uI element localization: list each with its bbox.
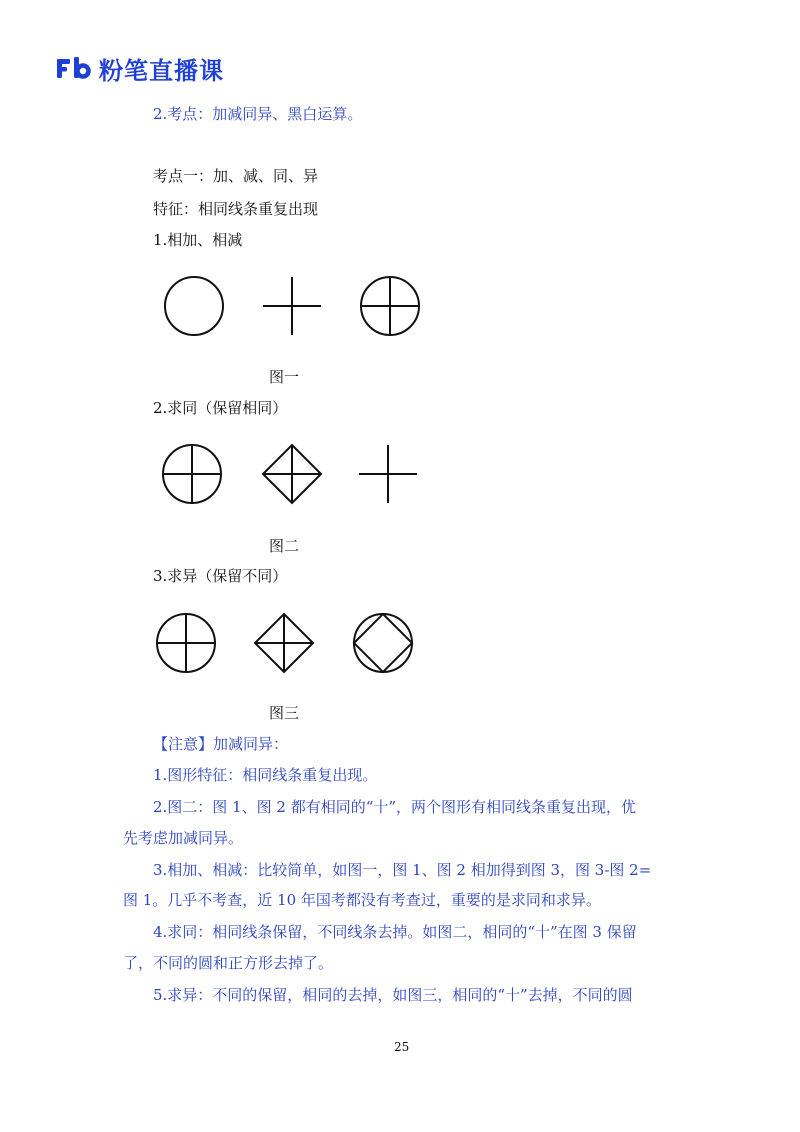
point2-text: 2.考点：加减同异、黑白运算。 [153, 105, 363, 123]
section2-heading: 2.求同（保留相同） [153, 399, 288, 417]
note-4-line-1: 4.求同：相同线条保留，不同线条去掉。如图二，相同的“十”在图 3 保留 [153, 923, 637, 941]
fig2-circle-cross [163, 445, 221, 503]
fig3-circle-cross [157, 614, 215, 672]
figure-2-caption: 图二 [269, 537, 300, 555]
figure-2 [150, 438, 440, 518]
figure-3-caption: 图三 [269, 704, 300, 722]
note-2-line-2: 先考虑加减同异。 [123, 829, 244, 847]
note-2-line-1: 2.图二：图 1、图 2 都有相同的“十”，两个图形有相同线条重复出现，优 [153, 798, 637, 816]
fig3-circle-diamond [354, 614, 412, 672]
section3-heading: 3.求异（保留不同） [153, 567, 288, 585]
fig1-circle-cross [361, 277, 419, 335]
note-5-line-1: 5.求异：不同的保留，相同的去掉，如图三，相同的“十”去掉，不同的圆 [153, 986, 633, 1004]
figure-3 [150, 605, 440, 685]
note-title: 【注意】加减同异： [153, 735, 289, 753]
kaodian1-heading: 考点一：加、减、同、异 [153, 167, 319, 185]
figure-1-caption: 图一 [269, 368, 300, 386]
fig1-cross [263, 277, 321, 335]
fig3-diamond-cross [255, 614, 313, 672]
page-number: 25 [394, 1040, 410, 1054]
fig1-circle [165, 277, 223, 335]
figure-1 [150, 268, 440, 348]
header-logo [57, 52, 224, 84]
fb-logo-icon [57, 57, 91, 79]
note-3-line-2: 图 1。几乎不考查，近 10 年国考都没有考查过，重要的是求同和求异。 [123, 891, 601, 909]
note-3-line-1: 3.相加、相减：比较简单，如图一，图 1、图 2 相加得到图 3，图 3-图 2= [153, 861, 652, 879]
feature-text: 特征：相同线条重复出现 [153, 200, 319, 218]
fig2-diamond-cross [263, 445, 321, 503]
note-1: 1.图形特征：相同线条重复出现。 [153, 766, 378, 784]
logo-text: 粉笔直播课 [99, 56, 224, 85]
note-4-line-2: 了，不同的圆和正方形去掉了。 [123, 954, 334, 972]
section1-heading: 1.相加、相减 [153, 231, 243, 249]
fig2-cross [359, 445, 417, 503]
